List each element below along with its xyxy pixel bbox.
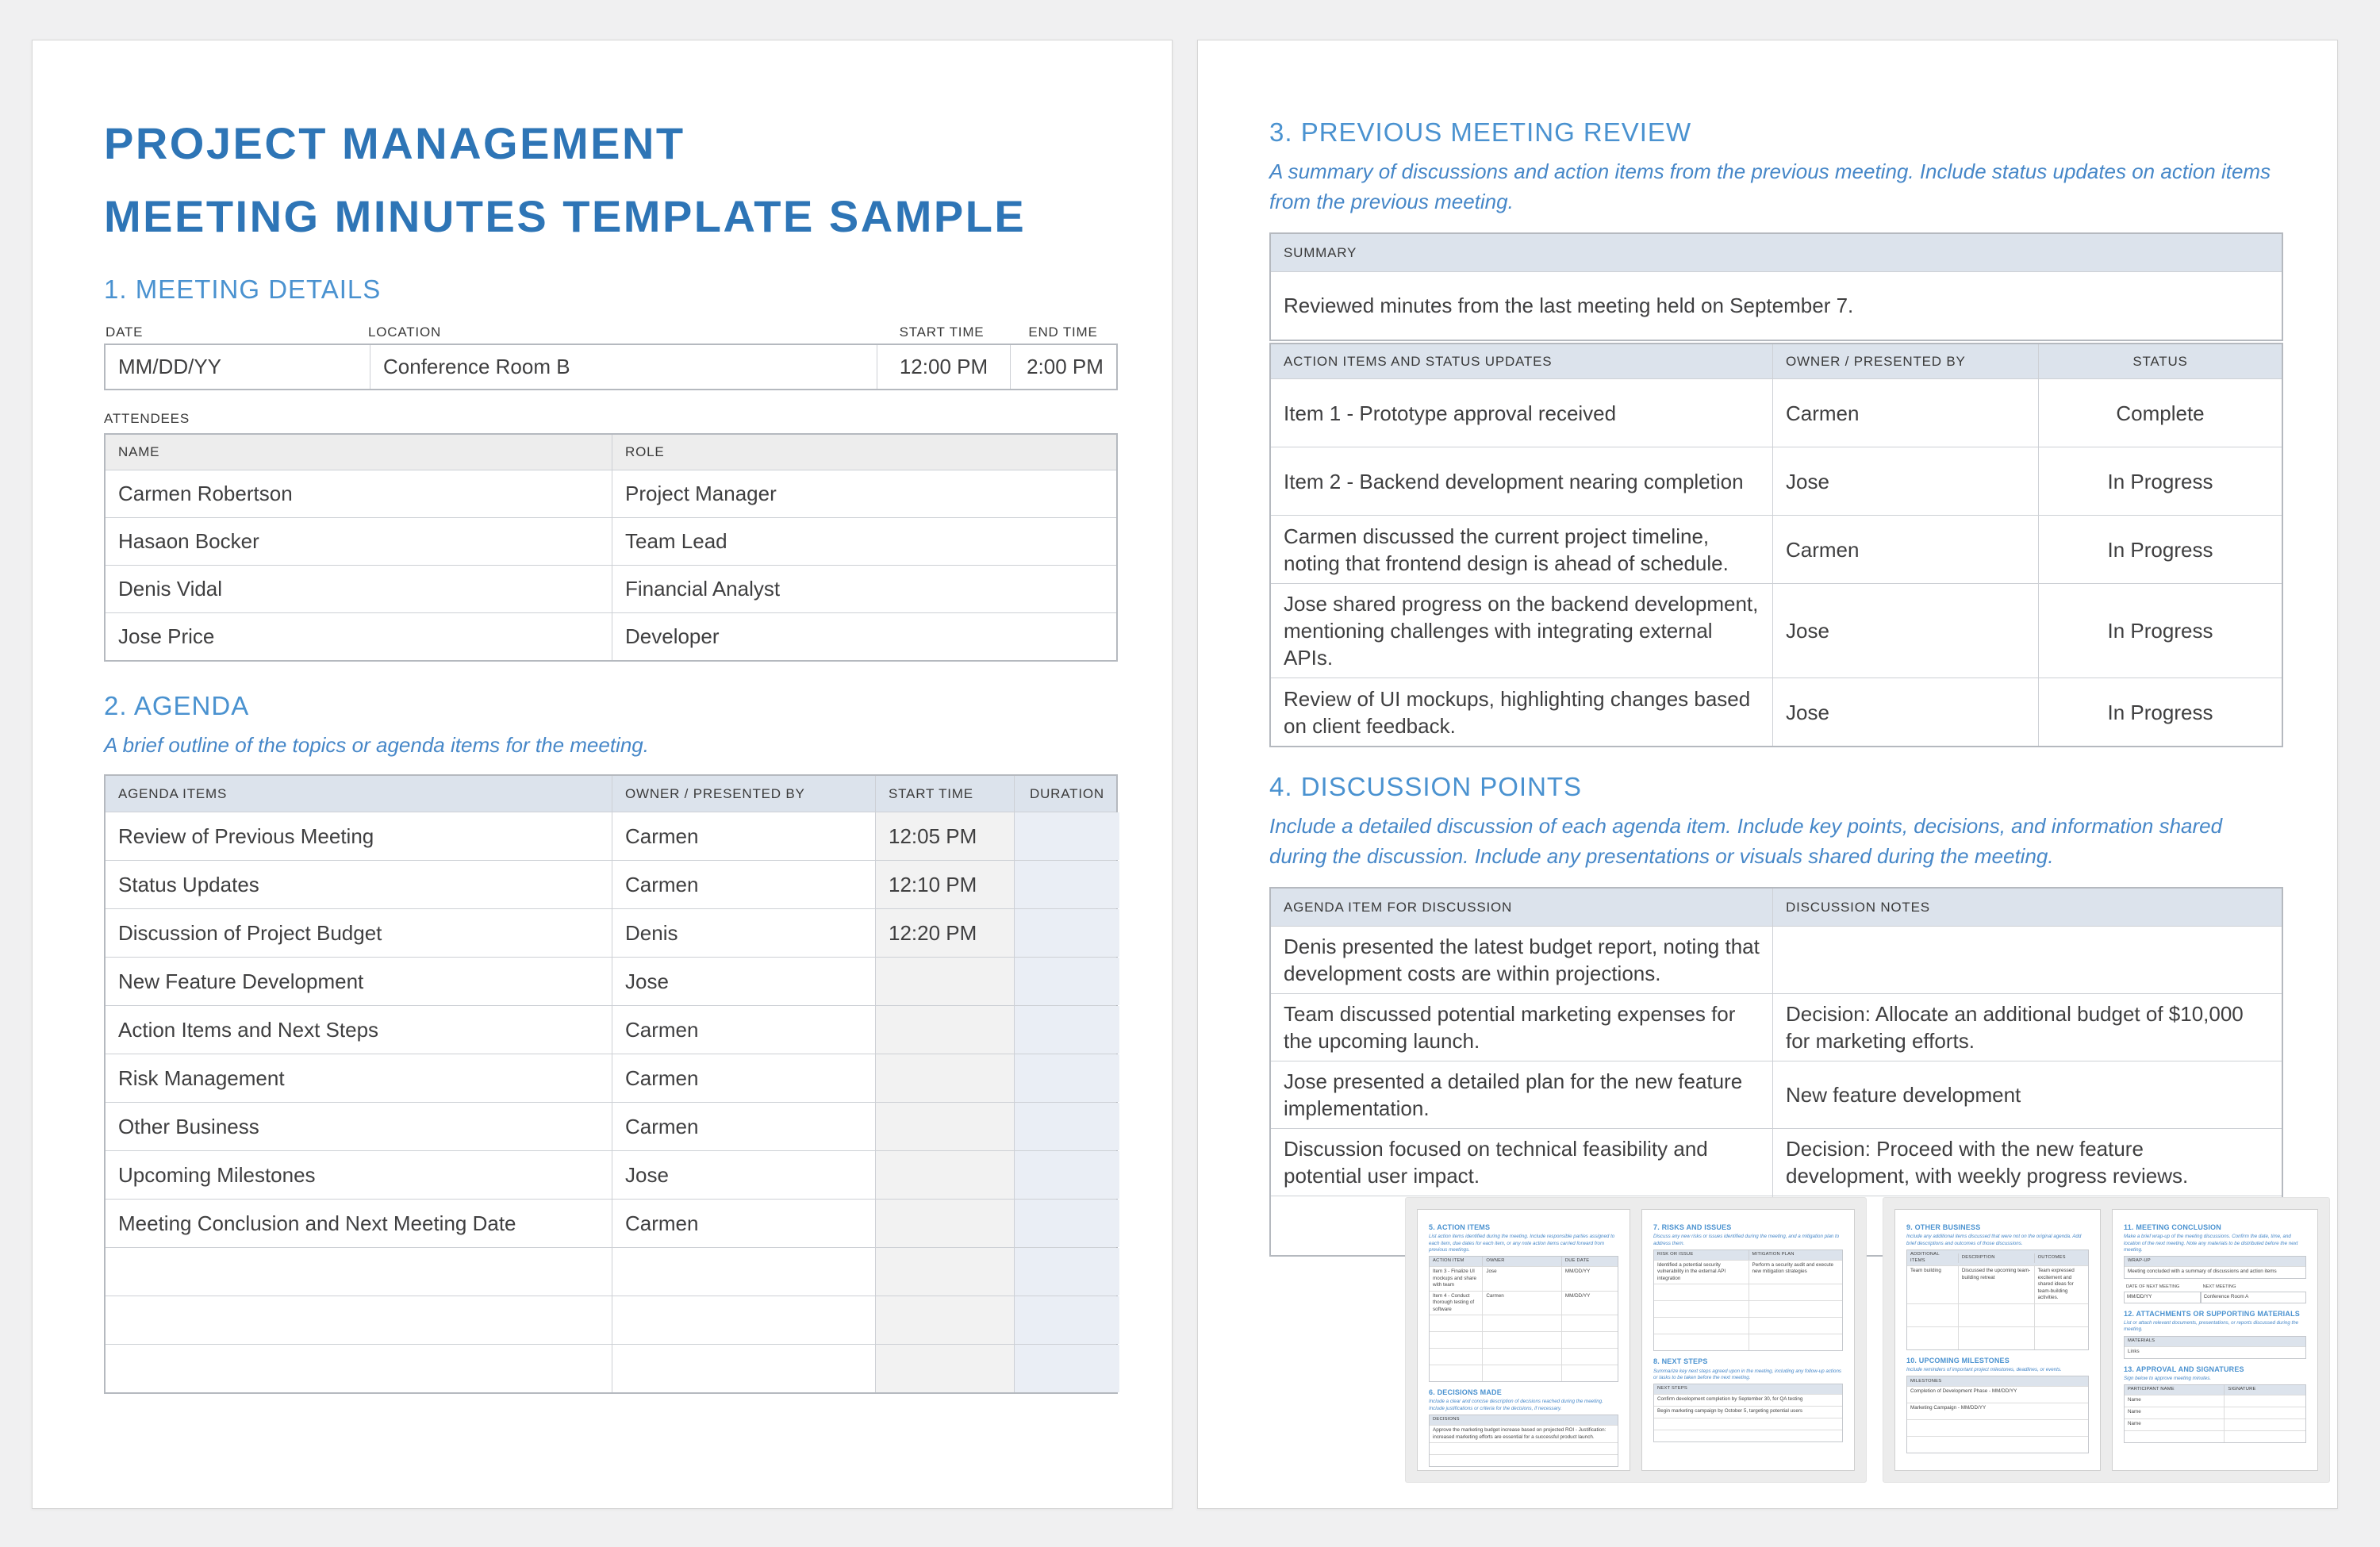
thumb-col-header: ACTION ITEM <box>1433 1258 1464 1264</box>
thumb-row: Confirm development completion by September 30, for QA testing <box>1654 1394 1842 1406</box>
thumb-action-items-header <box>1430 1257 1618 1266</box>
attendee-role-cell[interactable]: Team Lead <box>612 518 1119 565</box>
thumb-col-header: ADDITIONAL ITEMS <box>1910 1251 1940 1263</box>
thumb-row: Identified a potential security vulnerability in the external API integration Perform a security audit and execute new mitigation strategies <box>1654 1260 1842 1284</box>
thumb-desc-action-items: List action items identified during the meeting. Include responsible parties assigned to each item, due dates for each item, or any note action items carried forward from previous meetings. <box>1429 1234 1615 1253</box>
thumb-heading-decisions-made: 6. DECISIONS MADE <box>1429 1388 1502 1397</box>
discussion-notes-cell[interactable] <box>1772 927 2282 993</box>
agenda-item-cell[interactable] <box>106 1345 612 1392</box>
agenda-duration-cell[interactable] <box>1014 1248 1119 1296</box>
agenda-owner-cell[interactable]: Carmen <box>612 861 875 908</box>
agenda-table <box>104 774 1118 1394</box>
thumb-heading-meeting-conclusion: 11. MEETING CONCLUSION <box>2124 1223 2221 1231</box>
thumb-row <box>1430 1365 1618 1381</box>
attendees-rows <box>106 470 1116 660</box>
thumb-signatures-header <box>2125 1385 2305 1395</box>
attendee-name-cell[interactable]: Denis Vidal <box>118 577 223 601</box>
thumb-wrapup-header <box>2125 1257 2305 1266</box>
page-2 <box>1197 40 2338 1509</box>
agenda-owner-cell[interactable]: Jose <box>612 1151 875 1199</box>
agenda-start-time-cell[interactable] <box>875 1345 1014 1392</box>
thumbnail-group-1 <box>1405 1197 1867 1483</box>
summary-header <box>1271 234 2282 271</box>
thumb-col-header: WRAP-UP <box>2128 1258 2151 1264</box>
attendees-table <box>104 433 1118 662</box>
agenda-item-cell[interactable]: Upcoming Milestones <box>118 1162 316 1187</box>
thumb-heading-next-steps: 8. NEXT STEPS <box>1653 1357 1708 1366</box>
discussion-agenda-item-cell[interactable]: Team discussed potential marketing expenses for the upcoming launch. <box>1284 1002 1736 1053</box>
start-time-value-cell[interactable]: 12:00 PM <box>877 345 1010 389</box>
thumb-row: Item 3 - Finalize UI mockups and share with team Jose MM/DD/YY <box>1430 1266 1618 1291</box>
thumb-col-header: OUTCOMES <box>2034 1253 2088 1263</box>
agenda-row <box>106 812 1116 860</box>
discussion-row <box>1271 1128 2282 1196</box>
thumb-rows <box>1430 1425 1618 1466</box>
agenda-owner-cell[interactable] <box>612 1345 875 1392</box>
thumb-col-header: MITIGATION PLAN <box>1749 1250 1843 1260</box>
thumb-row: Team building Discussed the upcoming team-building retreat Team expressed excitement and shared ideas for team-building activities. <box>1907 1265 2088 1303</box>
action-status-header: STATUS <box>2038 344 2282 378</box>
discussion-notes-header: DISCUSSION NOTES <box>1772 889 2282 926</box>
agenda-start-time-cell[interactable] <box>875 1248 1014 1296</box>
agenda-owner-cell[interactable]: Carmen <box>612 1200 875 1247</box>
agenda-item-cell[interactable]: Risk Management <box>118 1065 285 1090</box>
agenda-item-cell[interactable] <box>106 1296 612 1344</box>
thumb-rows <box>1430 1266 1618 1381</box>
agenda-duration-header: DURATION <box>1014 776 1119 812</box>
agenda-duration-cell[interactable] <box>1014 1345 1119 1392</box>
agenda-start-time-cell[interactable] <box>875 1200 1014 1247</box>
thumb-row <box>1430 1348 1618 1365</box>
attendee-row <box>106 470 1116 517</box>
agenda-item-cell[interactable]: Review of Previous Meeting <box>118 823 374 848</box>
discussion-notes-cell[interactable]: Decision: Proceed with the new feature development, with weekly progress reviews. <box>1772 1129 2282 1196</box>
action-owner-cell[interactable]: Jose <box>1772 678 2038 746</box>
thumb-desc-other-business: Include any additional items discussed that were not on the original agenda. Add brief descriptions and outcomes of those discussions. <box>1906 1234 2082 1246</box>
agenda-duration-cell[interactable] <box>1014 812 1119 860</box>
summary-row <box>1271 271 2282 340</box>
thumb-row <box>1907 1303 2088 1326</box>
discussion-table-header <box>1271 889 2282 926</box>
agenda-row <box>106 860 1116 908</box>
section-heading-meeting-details: 1. MEETING DETAILS <box>104 274 382 304</box>
attendee-row <box>106 565 1116 612</box>
action-row <box>1271 678 2282 746</box>
thumb-other-business-header <box>1907 1250 2088 1266</box>
agenda-duration-cell[interactable] <box>1014 861 1119 908</box>
thumb-row <box>1430 1454 1618 1466</box>
agenda-owner-cell[interactable]: Jose <box>612 958 875 1005</box>
thumb-heading-other-business: 9. OTHER BUSINESS <box>1906 1223 1981 1231</box>
date-value-cell[interactable]: MM/DD/YY <box>118 355 221 378</box>
thumb-row: Name <box>2125 1407 2305 1418</box>
thumb-row <box>2125 1430 2305 1442</box>
action-owner-cell[interactable]: Jose <box>1772 584 2038 678</box>
agenda-owner-cell[interactable]: Denis <box>612 909 875 957</box>
thumb-row <box>1907 1436 2088 1453</box>
agenda-owner-cell[interactable] <box>612 1296 875 1344</box>
action-status-cell[interactable]: In Progress <box>2038 516 2282 583</box>
agenda-row <box>106 1344 1116 1392</box>
start-time-label: START TIME <box>899 324 985 340</box>
thumb-col-header: DESCRIPTION <box>1958 1253 2034 1263</box>
agenda-duration-cell[interactable] <box>1014 1200 1119 1247</box>
thumb-row <box>1430 1331 1618 1348</box>
action-owner-cell[interactable]: Carmen <box>1772 379 2038 447</box>
attendee-row <box>106 612 1116 660</box>
action-items-header: ACTION ITEMS AND STATUS UPDATES <box>1284 353 1553 369</box>
action-items-table <box>1269 343 2283 747</box>
action-status-cell[interactable]: In Progress <box>2038 678 2282 746</box>
meeting-details-row <box>104 344 1118 390</box>
thumb-row: Marketing Campaign - MM/DD/YY <box>1907 1403 2088 1419</box>
discussion-row <box>1271 926 2282 993</box>
thumb-milestones-header <box>1907 1376 2088 1386</box>
summary-label: SUMMARY <box>1284 244 1357 260</box>
location-label: LOCATION <box>368 324 442 340</box>
discussion-notes-cell[interactable]: Decision: Allocate an additional budget of $10,000 for marketing efforts. <box>1772 994 2282 1061</box>
agenda-item-cell[interactable]: Discussion of Project Budget <box>118 920 382 945</box>
thumb-desc-meeting-conclusion: Make a brief wrap-up of the meeting discussions. Confirm the date, time, and location of the next meeting. Note any materials to be distributed before the next meeting. <box>2124 1234 2298 1253</box>
attendee-role-cell[interactable]: Financial Analyst <box>612 566 1119 612</box>
action-owner-cell[interactable]: Jose <box>1772 447 2038 515</box>
thumb-col-header: PARTICIPANT NAME <box>2128 1387 2175 1392</box>
document-title <box>104 107 1118 253</box>
agenda-item-cell[interactable] <box>106 1248 612 1296</box>
thumb-desc-risks-issues: Discuss any new risks or issues identified during the meeting, and a mitigation plan to address them. <box>1653 1234 1840 1246</box>
thumb-desc-decisions-made: Include a clear and concise description of decisions reached during the meeting. Include justifications or criteria for the decisions, if necessary. <box>1429 1399 1603 1411</box>
agenda-duration-cell[interactable] <box>1014 1006 1119 1054</box>
agenda-duration-cell[interactable] <box>1014 1054 1119 1102</box>
thumb-col-header: NEXT STEPS <box>1657 1386 1687 1392</box>
thumbnail-page-3[interactable] <box>1417 1209 1630 1471</box>
summary-table <box>1269 232 2283 341</box>
thumb-col-header: SIGNATURE <box>2224 1385 2305 1395</box>
agenda-row <box>106 908 1116 957</box>
action-item-cell[interactable]: Jose shared progress on the backend development, mentioning challenges with integrating external APIs. <box>1284 592 1759 670</box>
attendee-role-cell[interactable]: Project Manager <box>612 470 1119 517</box>
agenda-owner-cell[interactable]: Carmen <box>612 812 875 860</box>
agenda-start-time-cell[interactable] <box>875 1103 1014 1150</box>
action-item-cell[interactable]: Item 2 - Backend development nearing completion <box>1284 469 1744 493</box>
agenda-duration-cell[interactable] <box>1014 1151 1119 1199</box>
thumb-wrapup-table <box>2124 1256 2306 1279</box>
thumb-rows <box>1654 1260 1842 1351</box>
agenda-description: A brief outline of the topics or agenda items for the meeting. <box>104 733 649 757</box>
thumb-row: Item 4 - Conduct thorough testing of software Carmen MM/DD/YY <box>1430 1291 1618 1315</box>
thumb-row: Completion of Development Phase - MM/DD/YY <box>1907 1386 2088 1403</box>
action-row <box>1271 378 2282 447</box>
discussion-row <box>1271 993 2282 1061</box>
thumb-row: Approve the marketing budget increase based on projected ROI - Justification: increased marketing efforts are essential for a successful product launch. <box>1430 1425 1618 1442</box>
thumb-next-meeting-label: NEXT MEETING <box>2202 1284 2236 1290</box>
attendees-name-header: NAME <box>118 444 160 459</box>
thumb-col-header: MATERIALS <box>2128 1338 2155 1343</box>
thumb-row <box>1654 1284 1842 1300</box>
action-row <box>1271 583 2282 678</box>
agenda-owner-cell[interactable]: Carmen <box>612 1103 875 1150</box>
thumb-rows <box>1907 1265 2088 1349</box>
agenda-item-cell[interactable]: Other Business <box>118 1114 259 1138</box>
action-items-table-header <box>1271 344 2282 378</box>
agenda-row <box>106 1102 1116 1150</box>
agenda-owner-cell[interactable]: Carmen <box>612 1006 875 1054</box>
previous-meeting-review-description: A summary of discussions and action items from the previous meeting. Include status updates on action items from the previous meeting. <box>1269 159 2271 213</box>
thumb-rows <box>1907 1386 2088 1453</box>
thumb-next-meeting-location-value: Conference Room A <box>2201 1292 2306 1303</box>
thumb-row <box>1907 1326 2088 1349</box>
agenda-start-time-cell[interactable]: 12:20 PM <box>875 909 1014 957</box>
thumb-row <box>1654 1317 1842 1334</box>
thumb-row <box>1430 1442 1618 1454</box>
agenda-item-cell[interactable]: Status Updates <box>118 872 259 896</box>
thumb-other-business-table <box>1906 1250 2089 1350</box>
action-item-cell[interactable]: Item 1 - Prototype approval received <box>1284 401 1617 425</box>
agenda-row <box>106 1054 1116 1102</box>
thumb-row: Name <box>2125 1395 2305 1407</box>
action-rows <box>1271 378 2282 746</box>
thumb-row: Name <box>2125 1418 2305 1430</box>
thumb-heading-approval-signatures: 13. APPROVAL AND SIGNATURES <box>2124 1365 2244 1373</box>
location-value-cell[interactable]: Conference Room B <box>370 345 877 389</box>
action-status-cell[interactable]: In Progress <box>2038 584 2282 678</box>
discussion-agenda-item-cell[interactable]: Jose presented a detailed plan for the new feature implementation. <box>1284 1069 1743 1120</box>
thumb-desc-approval-signatures: Sign below to approve meeting minutes. <box>2124 1375 2212 1381</box>
attendees-role-header: ROLE <box>612 435 1119 470</box>
thumb-col-header: OWNER <box>1482 1257 1561 1266</box>
agenda-row <box>106 1199 1116 1247</box>
thumb-next-meeting-date-value: MM/DD/YY <box>2124 1292 2201 1303</box>
thumb-row: Begin marketing campaign by October 5, targeting potential users <box>1654 1406 1842 1418</box>
agenda-owner-header: OWNER / PRESENTED BY <box>612 776 875 812</box>
thumbnail-group-2 <box>1883 1197 2330 1483</box>
agenda-item-cell[interactable]: Meeting Conclusion and Next Meeting Date <box>118 1211 516 1235</box>
attendee-name-cell[interactable]: Jose Price <box>118 624 215 648</box>
thumb-row <box>1907 1419 2088 1436</box>
thumb-risks-header <box>1654 1250 1842 1260</box>
agenda-start-time-cell[interactable]: 12:10 PM <box>875 861 1014 908</box>
agenda-table-header <box>106 776 1116 812</box>
attendee-role-cell[interactable]: Developer <box>612 613 1119 660</box>
discussion-notes-cell[interactable]: New feature development <box>1772 1061 2282 1128</box>
meeting-details-labels <box>104 318 1118 344</box>
thumb-next-steps-table <box>1653 1384 1843 1442</box>
agenda-duration-cell[interactable] <box>1014 958 1119 1005</box>
agenda-start-time-cell[interactable] <box>875 958 1014 1005</box>
agenda-duration-cell[interactable] <box>1014 1103 1119 1150</box>
action-item-cell[interactable]: Review of UI mockups, highlighting changes based on client feedback. <box>1284 686 1751 738</box>
thumb-decisions-header <box>1430 1415 1618 1425</box>
thumb-milestones-table <box>1906 1376 2089 1453</box>
agenda-item-cell[interactable]: Action Items and Next Steps <box>118 1017 379 1042</box>
thumb-col-header: DUE DATE <box>1561 1257 1618 1266</box>
agenda-start-time-header: START TIME <box>875 776 1014 812</box>
agenda-duration-cell[interactable] <box>1014 909 1119 957</box>
action-item-cell[interactable]: Carmen discussed the current project timeline, noting that frontend design is ahead of schedule. <box>1284 524 1729 575</box>
thumb-heading-action-items: 5. ACTION ITEMS <box>1429 1223 1491 1231</box>
agenda-duration-cell[interactable] <box>1014 1296 1119 1344</box>
thumb-row <box>1654 1300 1842 1317</box>
thumb-desc-attachments: List or attach relevant documents, presentations, or reports discussed during the meeting. <box>2124 1319 2299 1333</box>
thumb-row: Meeting concluded with a summary of discussions and action items <box>2125 1266 2305 1278</box>
thumb-row <box>1654 1430 1842 1441</box>
agenda-start-time-cell[interactable]: 12:05 PM <box>875 812 1014 860</box>
agenda-row <box>106 1296 1116 1344</box>
agenda-start-time-cell[interactable] <box>875 1006 1014 1054</box>
thumb-next-meeting-date-label: DATE OF NEXT MEETING <box>2126 1284 2180 1290</box>
document-title-line1: PROJECT MANAGEMENT <box>104 118 685 168</box>
section-heading-previous-meeting-review: 3. PREVIOUS MEETING REVIEW <box>1269 117 1692 147</box>
thumb-action-items-table <box>1429 1256 1618 1382</box>
summary-text-cell[interactable]: Reviewed minutes from the last meeting held on September 7. <box>1284 294 1854 317</box>
thumb-row <box>1654 1418 1842 1430</box>
agenda-owner-cell[interactable] <box>612 1248 875 1296</box>
thumb-decisions-table <box>1429 1415 1618 1467</box>
action-row <box>1271 515 2282 583</box>
agenda-start-time-cell[interactable] <box>875 1296 1014 1344</box>
thumb-row <box>1430 1315 1618 1331</box>
thumb-materials-table <box>2124 1336 2306 1359</box>
agenda-start-time-cell[interactable] <box>875 1054 1014 1102</box>
attendee-row <box>106 517 1116 565</box>
thumb-col-header: MILESTONES <box>1910 1378 1942 1384</box>
thumb-materials-header <box>2125 1337 2305 1346</box>
thumb-heading-risks-issues: 7. RISKS AND ISSUES <box>1653 1223 1732 1231</box>
action-status-cell[interactable]: Complete <box>2038 379 2282 447</box>
document-title-line2: MEETING MINUTES TEMPLATE SAMPLE <box>104 191 1027 241</box>
thumb-risks-table <box>1653 1250 1843 1352</box>
agenda-items-header: AGENDA ITEMS <box>118 785 228 801</box>
agenda-rows <box>106 812 1116 1392</box>
thumb-col-header: DECISIONS <box>1433 1417 1460 1422</box>
attendees-table-header <box>106 435 1116 470</box>
agenda-item-cell[interactable]: New Feature Development <box>118 969 364 993</box>
discussion-row <box>1271 1061 2282 1128</box>
discussion-agenda-item-cell[interactable]: Denis presented the latest budget report, noting that development costs are within projections. <box>1284 935 1760 985</box>
section-heading-discussion-points: 4. DISCUSSION POINTS <box>1269 772 1583 801</box>
thumb-signatures-table <box>2124 1384 2306 1443</box>
agenda-row <box>106 957 1116 1005</box>
thumb-desc-next-steps: Summarize key next steps agreed upon in the meeting, including any follow-up actions or tasks to be taken before the next meeting. <box>1653 1368 1841 1380</box>
action-row <box>1271 447 2282 515</box>
end-time-label: END TIME <box>1028 324 1098 340</box>
thumb-row: Links <box>2125 1346 2305 1358</box>
thumb-next-steps-header <box>1654 1384 1842 1394</box>
thumbnail-page-6[interactable] <box>2112 1209 2318 1471</box>
agenda-row <box>106 1150 1116 1199</box>
discussion-agenda-item-cell[interactable]: Discussion focused on technical feasibility and potential user impact. <box>1284 1137 1708 1188</box>
action-status-cell[interactable]: In Progress <box>2038 447 2282 515</box>
agenda-start-time-cell[interactable] <box>875 1151 1014 1199</box>
attendees-label: ATTENDEES <box>104 411 190 426</box>
end-time-value-cell[interactable]: 2:00 PM <box>1010 345 1119 389</box>
thumb-next-meeting-block <box>2124 1284 2306 1303</box>
attendee-name-cell[interactable]: Carmen Robertson <box>118 482 293 505</box>
thumb-row <box>1654 1334 1842 1350</box>
thumb-rows <box>1654 1394 1842 1441</box>
agenda-row <box>106 1005 1116 1054</box>
thumb-heading-attachments: 12. ATTACHMENTS OR SUPPORTING MATERIALS <box>2124 1309 2300 1318</box>
page-1 <box>32 40 1173 1509</box>
thumb-desc-upcoming-milestones: Include reminders of important project milestones, deadlines, or events. <box>1906 1367 2062 1373</box>
date-label: DATE <box>106 324 144 340</box>
thumb-col-header: RISK OR ISSUE <box>1657 1251 1694 1257</box>
thumbnail-page-5[interactable] <box>1894 1209 2101 1471</box>
discussion-agenda-item-header: AGENDA ITEM FOR DISCUSSION <box>1284 899 1513 915</box>
section-heading-agenda: 2. AGENDA <box>104 691 250 720</box>
attendee-name-cell[interactable]: Hasaon Bocker <box>118 529 259 553</box>
agenda-owner-cell[interactable]: Carmen <box>612 1054 875 1102</box>
thumb-rows <box>2125 1395 2305 1442</box>
thumb-heading-upcoming-milestones: 10. UPCOMING MILESTONES <box>1906 1356 2010 1365</box>
action-owner-cell[interactable]: Carmen <box>1772 516 2038 583</box>
action-owner-header: OWNER / PRESENTED BY <box>1772 344 2038 378</box>
agenda-row <box>106 1247 1116 1296</box>
discussion-points-description: Include a detailed discussion of each agenda item. Include key points, decisions, and information shared during the discussion. Include any presentations or visuals shared during the meeting. <box>1269 814 2223 868</box>
thumbnail-page-4[interactable] <box>1641 1209 1855 1471</box>
